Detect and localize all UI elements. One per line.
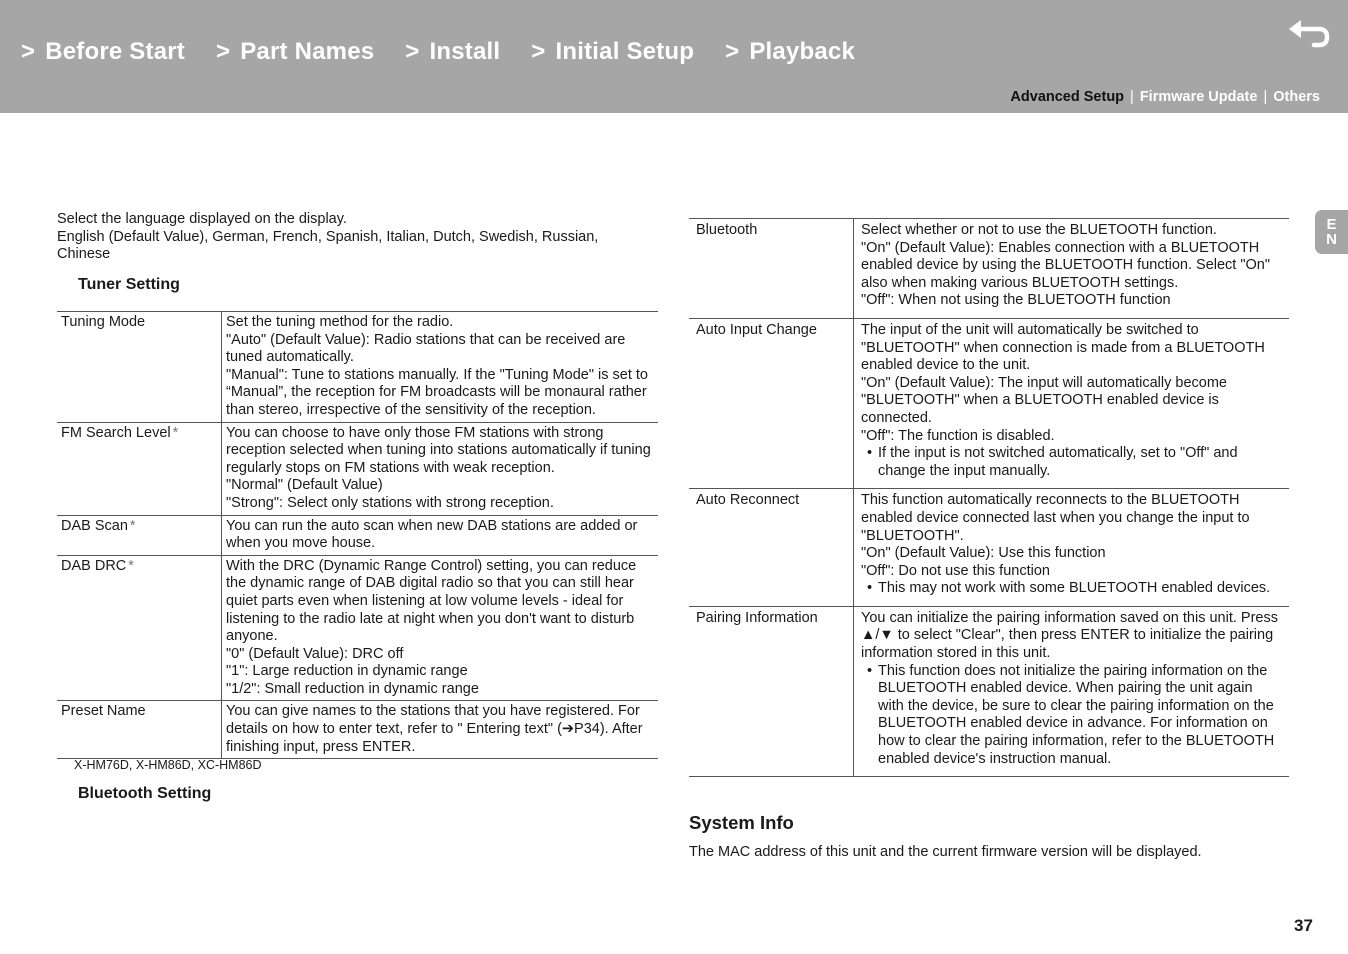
setting-name (57, 312, 222, 423)
description-line: "Manual": Tune to stations manually. If the "Tuning Mode" is set to “Manual”, the reception for FM broadcasts will be monaural rather than stereo, irrespective of the sensitivity of the reception. (226, 366, 648, 418)
setting-description (222, 701, 659, 759)
setting-name (57, 701, 222, 759)
subnav-firmware-update[interactable]: Firmware Update (1139, 89, 1258, 105)
setting-description (222, 515, 659, 555)
bluetooth-setting-table (689, 218, 1289, 777)
system-info-text: The MAC address of this unit and the current firmware version will be displayed. (689, 844, 1202, 860)
subnav-separator: | (1263, 89, 1268, 105)
description-line: Set the tuning method for the radio. (226, 314, 454, 330)
setting-name (57, 422, 222, 515)
description-line: "Off": The function is disabled. (861, 427, 1055, 444)
page-number: 37 (1294, 916, 1313, 935)
setting-name: Auto Reconnect (689, 489, 854, 607)
bullet-note: • This may not work with some BLUETOOTH enabled devices. (861, 580, 1282, 598)
bullet-note: • If the input is not switched automatically, set to "Off" and change the input manually. (861, 445, 1282, 480)
nav-label: Initial Setup (555, 38, 695, 65)
description-line: You can run the auto scan when new DAB stations are added or when you move house. (226, 517, 638, 552)
description-line: "Off": Do not use this function (861, 562, 1050, 579)
nav-label: Install (429, 38, 501, 65)
description-line: "1/2": Small reduction in dynamic range (226, 680, 479, 697)
table-row (57, 422, 658, 515)
bullet-note: • This function does not initialize the pairing information on the BLUETOOTH enabled device. When pairing the unit again with the device, be sure to clear the pairing information on the BLUETOOTH enabled device in advance. For information on how to clear the pairing information, refer to the BLUETOOTH enabled device's instruction manual. (861, 663, 1282, 769)
setting-description (222, 555, 659, 701)
footnote-marker: * (172, 424, 179, 441)
table-row (57, 312, 658, 423)
nav-label: Before Start (45, 38, 185, 65)
setting-name: Pairing Information (689, 606, 854, 776)
tuner-setting-title: Tuner Setting (78, 276, 180, 293)
description-line: "Auto" (Default Value): Radio stations that can be received are tuned automatically. (226, 331, 626, 366)
description-line: The input of the unit will automatically be switched to "BLUETOOTH" when connection is made from a BLUETOOTH enabled device to the unit. (861, 321, 1265, 374)
nav-item-before-start[interactable] (21, 38, 185, 66)
setting-name: Bluetooth (689, 219, 854, 319)
setting-description (222, 312, 659, 423)
intro-line: English (Default Value), German, French, Spanish, Italian, Dutch, Swedish, Russian, Chinese (57, 228, 599, 262)
table-row (689, 606, 1289, 776)
language-letter: E (1326, 216, 1337, 233)
description-line: "Strong": Select only stations with strong reception. (226, 494, 554, 511)
description-line: "Normal" (Default Value) (226, 477, 383, 494)
description-line: With the DRC (Dynamic Range Control) setting, you can reduce the dynamic range of DAB digital radio so that you can still hear quiet parts even when listening at low volume levels - ideal for listening to the radio late at night when you don't want to disturb anyone. (226, 557, 637, 645)
description-line: "Off": When not using the BLUETOOTH function (861, 292, 1171, 309)
table-row (57, 701, 658, 759)
language-letter: N (1326, 231, 1337, 248)
setting-description (854, 489, 1290, 607)
language-tab (1315, 210, 1348, 254)
setting-description (854, 219, 1290, 319)
table-row (689, 219, 1289, 319)
nav-arrow: > (725, 38, 740, 65)
setting-name-label: DAB DRC (61, 557, 127, 574)
tuner-setting-table (57, 311, 658, 759)
model-footnote: X-HM76D, X-HM86D, XC-HM86D (74, 758, 262, 772)
setting-description (854, 318, 1290, 488)
setting-name (57, 555, 222, 701)
nav-label: Playback (749, 38, 856, 65)
sub-nav (1010, 89, 1320, 105)
system-info-title: System Info (689, 812, 794, 833)
setting-name: Auto Input Change (689, 318, 854, 488)
nav-arrow: > (216, 38, 231, 65)
nav-item-part-names[interactable] (216, 38, 374, 66)
description-line: Select whether or not to use the BLUETOOTH function. (861, 222, 1217, 238)
language-description (57, 211, 637, 264)
bluetooth-setting-title: Bluetooth Setting (78, 785, 212, 802)
footnote-marker: * (128, 557, 134, 574)
subnav-advanced-setup: Advanced Setup (1010, 89, 1125, 105)
setting-description (854, 606, 1290, 776)
table-row (689, 489, 1289, 607)
setting-name (57, 515, 222, 555)
nav-arrow: > (21, 38, 36, 65)
back-arrow-icon[interactable] (1287, 14, 1331, 50)
description-line: This function automatically reconnects to the BLUETOOTH enabled device connected last when you change the input to "BLUETOOTH". (861, 492, 1250, 544)
description-line: "On" (Default Value): Use this function (861, 545, 1106, 562)
header-bar (0, 0, 1348, 113)
subnav-others[interactable]: Others (1273, 89, 1320, 105)
nav-arrow: > (531, 38, 546, 65)
nav-item-playback[interactable] (725, 38, 855, 66)
nav-arrow: > (405, 38, 420, 65)
description-line: "1": Large reduction in dynamic range (226, 663, 468, 680)
table-row (57, 515, 658, 555)
description-line: "On" (Default Value): Enables connection with a BLUETOOTH enabled device by using the BLUETOOTH function. Select "On" also when making various BLUETOOTH settings. (861, 239, 1270, 291)
description-line: You can initialize the pairing information saved on this unit. Press ▲/▼ to select "Clear", then press ENTER to initialize the pairing information stored in this unit. (861, 609, 1278, 662)
intro-line: Select the language displayed on the display. (57, 211, 347, 227)
setting-name-label: Preset Name (61, 703, 146, 720)
nav-item-install[interactable] (405, 38, 500, 66)
setting-name-label: FM Search Level (61, 424, 171, 441)
subnav-separator: | (1130, 89, 1134, 105)
footnote-marker: * (129, 517, 136, 534)
description-line: You can choose to have only those FM stations with strong reception selected when tuning into stations automatically if tuning regularly stops on FM stations with weak reception. (226, 424, 651, 476)
nav-item-initial-setup[interactable] (531, 38, 694, 66)
description-line: You can give names to the stations that you have registered. For details on how to enter text, refer to " Entering text" (➔P34). After finishing input, press ENTER. (226, 703, 643, 755)
description-line: "On" (Default Value): The input will automatically become "BLUETOOTH" when a BLUETOOTH enabled device is connected. (861, 374, 1227, 426)
setting-name-label: DAB Scan (61, 517, 128, 534)
setting-description (222, 422, 659, 515)
nav-label: Part Names (240, 38, 375, 65)
setting-name-label: Tuning Mode (61, 314, 146, 330)
main-nav (21, 38, 886, 66)
table-row (689, 318, 1289, 488)
table-row (57, 555, 658, 701)
description-line: "0" (Default Value): DRC off (226, 645, 404, 662)
